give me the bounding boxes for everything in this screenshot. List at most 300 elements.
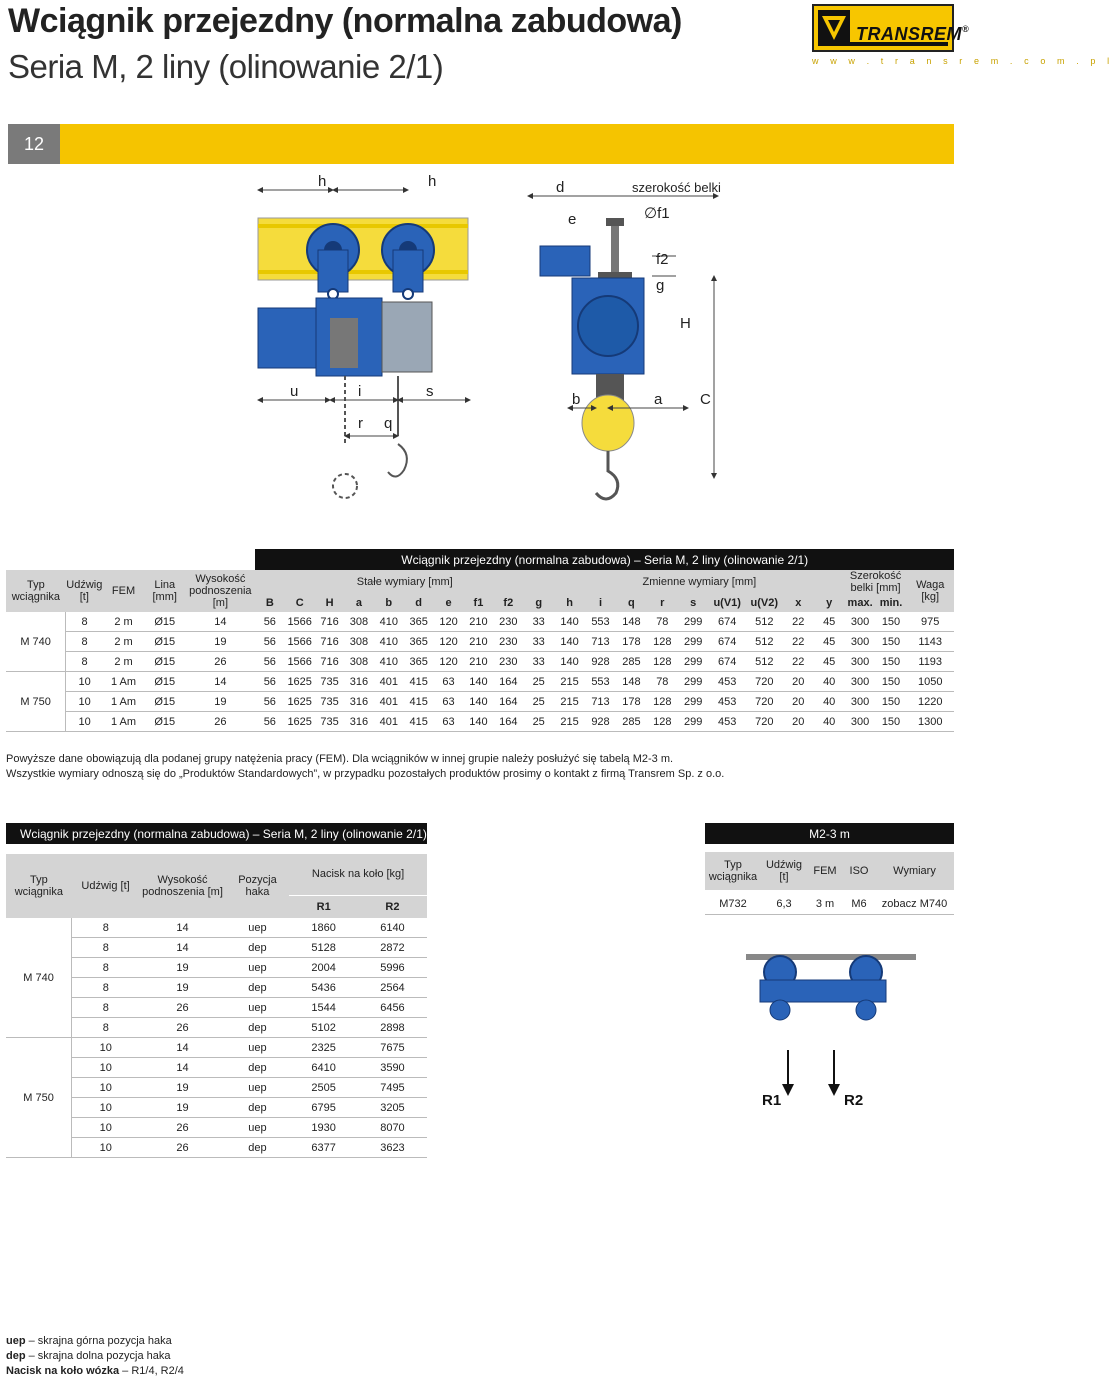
- notes: [6, 752, 724, 782]
- m23-cell: M6: [851, 897, 867, 910]
- table-cell: 8: [72, 958, 140, 978]
- col-r: r: [647, 594, 678, 612]
- table-cell: 33: [523, 612, 554, 632]
- table-cell: dep: [226, 978, 290, 998]
- dim-label-C: C: [700, 391, 711, 408]
- table-cell: 300: [845, 692, 876, 712]
- table-cell: 78: [647, 672, 678, 692]
- table-row: [6, 632, 954, 652]
- table-cell: 299: [678, 612, 709, 632]
- load-col-wheel: Nacisk na koło [kg]: [311, 868, 405, 881]
- table-cell: 300: [845, 612, 876, 632]
- table-cell: 1930: [289, 1118, 358, 1138]
- table-cell: 1860: [289, 918, 358, 938]
- page-title: Wciągnik przejezdny (normalna zabudowa): [8, 2, 682, 40]
- table-cell: 63: [434, 692, 464, 712]
- table-cell: 1193: [906, 652, 954, 672]
- table-cell: 316: [344, 672, 374, 692]
- table-cell: 6795: [289, 1098, 358, 1118]
- dimensions-table-caption: Wciągnik przejezdny (normalna zabudowa) – Seria M, 2 liny (olinowanie 2/1): [255, 549, 954, 570]
- table-cell: 5128: [289, 938, 358, 958]
- table-cell: 19: [139, 1078, 225, 1098]
- table-cell: 40: [814, 712, 845, 732]
- table-cell: 1143: [906, 632, 954, 652]
- col-C: C: [284, 594, 315, 612]
- load-col-r2: R2: [358, 895, 427, 918]
- m23-cell: 3 m: [815, 897, 835, 910]
- table-cell: 56: [255, 612, 284, 632]
- table-cell: 8: [72, 1018, 140, 1038]
- dim-label-f2: f2: [656, 251, 669, 268]
- table-cell: 120: [434, 612, 464, 632]
- table-cell: 2325: [289, 1038, 358, 1058]
- table-cell: 150: [876, 632, 907, 652]
- table-cell: 14: [139, 1038, 225, 1058]
- table-cell: 20: [783, 692, 814, 712]
- table-cell: 3590: [358, 1058, 427, 1078]
- table-cell: 26: [139, 1018, 225, 1038]
- table-cell: 3623: [358, 1138, 427, 1158]
- table-cell: 928: [585, 652, 616, 672]
- table-cell: uep: [226, 958, 290, 978]
- table-cell: dep: [226, 1098, 290, 1118]
- dim-label-g: g: [656, 277, 665, 294]
- table-cell: 140: [463, 692, 493, 712]
- table-cell: 975: [906, 612, 954, 632]
- table-cell: 140: [554, 612, 585, 632]
- col-e: e: [434, 594, 464, 612]
- table-cell: 150: [876, 692, 907, 712]
- table-cell: dep: [226, 1018, 290, 1038]
- table-cell: 8: [72, 918, 140, 938]
- table-cell: 10: [72, 1118, 140, 1138]
- table-cell: 33: [523, 652, 554, 672]
- load-col-capacity: Udźwig [t]: [81, 880, 130, 892]
- table-cell: 150: [876, 712, 907, 732]
- table-row: [6, 1038, 427, 1058]
- dim-label-e: e: [568, 211, 577, 228]
- table-cell: 1566: [284, 632, 315, 652]
- legend-desc: – skrajna dolna pozycja haka: [25, 1350, 171, 1362]
- table-cell: uep: [226, 1078, 290, 1098]
- table-cell: 308: [344, 612, 374, 632]
- table-cell: 512: [746, 652, 783, 672]
- table-cell: 5996: [358, 958, 427, 978]
- side-view: [540, 218, 644, 499]
- dim-label-b: b: [572, 391, 581, 408]
- col-rope: Lina [mm]: [144, 570, 185, 612]
- table-cell: 308: [344, 632, 374, 652]
- dim-label-a: a: [654, 391, 663, 408]
- table-cell: 5102: [289, 1018, 358, 1038]
- legend-item: [6, 1349, 184, 1364]
- model-cell: M 750: [6, 1038, 72, 1158]
- table-cell: 720: [746, 672, 783, 692]
- table-cell: 19: [185, 692, 255, 712]
- yellow-band: [60, 124, 954, 164]
- table-cell: 6410: [289, 1058, 358, 1078]
- wheel-label-r1: R1: [762, 1092, 782, 1109]
- table-cell: 1566: [284, 652, 315, 672]
- table-cell: 453: [709, 692, 746, 712]
- table-cell: 415: [404, 672, 434, 692]
- col-x: x: [783, 594, 814, 612]
- table-cell: 674: [709, 652, 746, 672]
- table-cell: 674: [709, 632, 746, 652]
- table-cell: 8: [72, 998, 140, 1018]
- dim-label-d: d: [556, 179, 565, 196]
- table-cell: 22: [783, 632, 814, 652]
- motor: [258, 308, 316, 368]
- table-cell: 735: [315, 712, 344, 732]
- table-cell: 512: [746, 612, 783, 632]
- col-uv2: u(V2): [746, 594, 783, 612]
- table-cell: 512: [746, 632, 783, 652]
- col-variable: Zmienne wymiary [mm]: [554, 570, 845, 594]
- table-cell: 8: [72, 978, 140, 998]
- table-cell: 1 Am: [103, 672, 144, 692]
- table-cell: 7495: [358, 1078, 427, 1098]
- table-cell: 10: [72, 1138, 140, 1158]
- dim-label-q: q: [384, 415, 393, 432]
- col-B: B: [255, 594, 284, 612]
- col-beam: Szerokość belki [mm]: [845, 570, 907, 594]
- table-cell: 128: [647, 652, 678, 672]
- table-cell: 553: [585, 672, 616, 692]
- table-cell: 230: [493, 612, 523, 632]
- m23-col-type: Typ wciągnika: [708, 859, 758, 883]
- table-cell: 63: [434, 712, 464, 732]
- table-cell: 14: [139, 938, 225, 958]
- table-cell: 410: [374, 612, 404, 632]
- table-cell: 10: [66, 672, 103, 692]
- table-cell: 128: [647, 712, 678, 732]
- table-cell: 2898: [358, 1018, 427, 1038]
- table-cell: 300: [845, 652, 876, 672]
- m23-cell: zobacz M740: [881, 897, 948, 910]
- table-cell: 2505: [289, 1078, 358, 1098]
- col-fem: FEM: [103, 570, 144, 612]
- table-cell: 10: [72, 1098, 140, 1118]
- col-g: g: [523, 594, 554, 612]
- m23-table: [705, 823, 954, 915]
- col-uv1: u(V1): [709, 594, 746, 612]
- table-cell: 10: [66, 692, 103, 712]
- table-cell: 299: [678, 652, 709, 672]
- col-fixed: Stałe wymiary [mm]: [255, 570, 554, 594]
- table-cell: 553: [585, 612, 616, 632]
- table-cell: 19: [139, 1098, 225, 1118]
- table-cell: 14: [139, 918, 225, 938]
- wheel-load-table: [6, 823, 427, 1158]
- table-cell: dep: [226, 1058, 290, 1078]
- table-cell: 401: [374, 692, 404, 712]
- table-cell: 1050: [906, 672, 954, 692]
- table-cell: 453: [709, 672, 746, 692]
- table-cell: 299: [678, 712, 709, 732]
- table-cell: 128: [647, 692, 678, 712]
- table-cell: 8: [66, 652, 103, 672]
- table-cell: Ø15: [144, 712, 185, 732]
- table-cell: uep: [226, 918, 290, 938]
- table-cell: 26: [139, 998, 225, 1018]
- trolley-left: [307, 224, 359, 299]
- table-cell: 56: [255, 652, 284, 672]
- table-cell: 164: [493, 692, 523, 712]
- col-i: i: [585, 594, 616, 612]
- table-cell: 25: [523, 692, 554, 712]
- table-cell: 415: [404, 692, 434, 712]
- table-cell: 14: [185, 612, 255, 632]
- m23-col-capacity: Udźwig [t]: [765, 859, 803, 883]
- table-cell: 299: [678, 692, 709, 712]
- table-cell: dep: [226, 938, 290, 958]
- table-cell: 45: [814, 632, 845, 652]
- table-cell: 164: [493, 672, 523, 692]
- legend-item: [6, 1334, 184, 1349]
- table-cell: 120: [434, 652, 464, 672]
- col-d: d: [404, 594, 434, 612]
- dim-label-h2: h: [428, 173, 437, 190]
- table-cell: 45: [814, 612, 845, 632]
- brand-registered-mark: ®: [962, 24, 970, 34]
- dim-label-beam-width: szerokość belki: [632, 180, 721, 195]
- dim-label-r: r: [358, 415, 363, 432]
- legend-item: [6, 1364, 184, 1379]
- hoist-technical-drawing: [0, 168, 960, 544]
- col-s: s: [678, 594, 709, 612]
- table-cell: 735: [315, 672, 344, 692]
- table-cell: 33: [523, 632, 554, 652]
- table-row: [6, 692, 954, 712]
- dim-label-u: u: [290, 383, 299, 400]
- table-cell: 128: [647, 632, 678, 652]
- table-cell: 10: [72, 1058, 140, 1078]
- table-cell: uep: [226, 1038, 290, 1058]
- m23-col-dims: Wymiary: [893, 865, 936, 877]
- table-cell: 1566: [284, 612, 315, 632]
- table-cell: Ø15: [144, 692, 185, 712]
- table-cell: 1220: [906, 692, 954, 712]
- table-cell: 7675: [358, 1038, 427, 1058]
- table-cell: 2 m: [103, 652, 144, 672]
- col-h: h: [554, 594, 585, 612]
- table-cell: 25: [523, 672, 554, 692]
- model-cell: M 740: [6, 612, 66, 672]
- table-cell: 10: [72, 1038, 140, 1058]
- table-cell: 20: [783, 672, 814, 692]
- model-cell: M 750: [6, 672, 66, 732]
- table-cell: 210: [463, 632, 493, 652]
- table-cell: 720: [746, 692, 783, 712]
- brand-name: TRANSREM: [856, 24, 962, 44]
- dim-label-f1: ∅f1: [644, 205, 670, 222]
- table-cell: 2564: [358, 978, 427, 998]
- trolley-right: [382, 224, 434, 299]
- load-col-type: Typ wciągnika: [14, 874, 63, 898]
- table-cell: 40: [814, 692, 845, 712]
- table-cell: 8: [66, 612, 103, 632]
- table-cell: 210: [463, 612, 493, 632]
- table-cell: Ø15: [144, 672, 185, 692]
- wheel-load-diagram: [700, 950, 950, 1120]
- website-url[interactable]: w w w . t r a n s r e m . c o m . p l: [812, 56, 1114, 66]
- table-cell: Ø15: [144, 632, 185, 652]
- m23-cell: 6,3: [776, 897, 792, 910]
- table-cell: 401: [374, 672, 404, 692]
- wheel-label-r2: R2: [844, 1092, 864, 1109]
- legend: [6, 1334, 184, 1379]
- table-cell: 8: [66, 632, 103, 652]
- table-cell: 713: [585, 692, 616, 712]
- model-cell: M 740: [6, 918, 72, 1038]
- col-max: max.: [845, 594, 876, 612]
- table-cell: 2 m: [103, 632, 144, 652]
- table-cell: 150: [876, 672, 907, 692]
- table-cell: 6140: [358, 918, 427, 938]
- col-f2: f2: [493, 594, 523, 612]
- table-cell: 716: [315, 612, 344, 632]
- col-type: Typ wciągnika: [6, 570, 66, 612]
- table-cell: 14: [185, 672, 255, 692]
- table-cell: 453: [709, 712, 746, 732]
- table-cell: 735: [315, 692, 344, 712]
- table-cell: 2 m: [103, 612, 144, 632]
- table-cell: 1 Am: [103, 692, 144, 712]
- table-cell: 713: [585, 632, 616, 652]
- dim-label-i: i: [358, 383, 362, 400]
- legend-desc: – skrajna górna pozycja haka: [25, 1335, 172, 1347]
- table-cell: 1625: [284, 712, 315, 732]
- table-cell: 140: [554, 632, 585, 652]
- table-cell: 1625: [284, 692, 315, 712]
- note-line: Wszystkie wymiary odnoszą się do „Produktów Standardowych”, w przypadku pozostałych produktów prosimy o kontakt z firmą Transrem Sp. z o.o.: [6, 768, 725, 780]
- dim-label-H: H: [680, 315, 691, 332]
- m23-col-iso: ISO: [849, 865, 869, 877]
- table-cell: 140: [554, 652, 585, 672]
- table-cell: 25: [523, 712, 554, 732]
- table-cell: 6456: [358, 998, 427, 1018]
- legend-desc: – R1/4, R2/4: [119, 1365, 184, 1377]
- table-cell: 178: [616, 692, 647, 712]
- table-cell: 150: [876, 652, 907, 672]
- table-cell: 1625: [284, 672, 315, 692]
- dim-label-s: s: [426, 383, 434, 400]
- table-cell: Ø15: [144, 652, 185, 672]
- table-cell: 22: [783, 612, 814, 632]
- table-cell: 2004: [289, 958, 358, 978]
- table-cell: 300: [845, 712, 876, 732]
- col-f1: f1: [463, 594, 493, 612]
- page-number: 12: [8, 124, 60, 164]
- note-line: Powyższe dane obowiązują dla podanej grupy natężenia pracy (FEM). Dla wciągników w innej grupie należy posłużyć się tabelą M2-3 m.: [6, 753, 674, 765]
- dimensions-table: [6, 549, 954, 732]
- col-y: y: [814, 594, 845, 612]
- table-cell: 19: [139, 958, 225, 978]
- table-cell: 56: [255, 672, 284, 692]
- table-cell: 164: [493, 712, 523, 732]
- table-cell: 365: [404, 612, 434, 632]
- table-row: [6, 712, 954, 732]
- table-cell: 56: [255, 632, 284, 652]
- load-col-lift: Wysokość podnoszenia [m]: [142, 874, 223, 898]
- table-cell: 300: [845, 632, 876, 652]
- m23-cell: M732: [719, 897, 747, 910]
- table-cell: 178: [616, 632, 647, 652]
- table-cell: 215: [554, 692, 585, 712]
- table-cell: 10: [72, 1078, 140, 1098]
- table-cell: dep: [226, 1138, 290, 1158]
- table-row: [6, 672, 954, 692]
- table-cell: 2872: [358, 938, 427, 958]
- col-q: q: [616, 594, 647, 612]
- m23-caption: M2-3 m: [705, 823, 954, 844]
- table-cell: 140: [463, 712, 493, 732]
- table-cell: 120: [434, 632, 464, 652]
- table-cell: 1300: [906, 712, 954, 732]
- table-cell: 45: [814, 652, 845, 672]
- wheel-load-caption: Wciągnik przejezdny (normalna zabudowa) – Seria M, 2 liny (olinowanie 2/1): [6, 823, 427, 844]
- table-cell: 19: [139, 978, 225, 998]
- table-cell: 1544: [289, 998, 358, 1018]
- table-cell: 148: [616, 612, 647, 632]
- table-cell: 285: [616, 712, 647, 732]
- table-cell: 365: [404, 632, 434, 652]
- legend-term: dep: [6, 1350, 26, 1362]
- col-a: a: [344, 594, 374, 612]
- table-cell: 6377: [289, 1138, 358, 1158]
- table-cell: 40: [814, 672, 845, 692]
- table-cell: 10: [66, 712, 103, 732]
- table-cell: 148: [616, 672, 647, 692]
- table-cell: 20: [783, 712, 814, 732]
- m23-col-fem: FEM: [813, 865, 837, 877]
- load-col-hook: Pozycja haka: [238, 874, 277, 898]
- table-cell: 230: [493, 632, 523, 652]
- table-row: [6, 652, 954, 672]
- table-cell: 19: [185, 632, 255, 652]
- brand-logo: [812, 4, 970, 52]
- table-cell: 8070: [358, 1118, 427, 1138]
- table-cell: 26: [139, 1138, 225, 1158]
- table-cell: 308: [344, 652, 374, 672]
- hook-left: [333, 376, 407, 498]
- table-cell: Ø15: [144, 612, 185, 632]
- table-cell: 210: [463, 652, 493, 672]
- table-cell: 410: [374, 632, 404, 652]
- col-capacity: Udźwig [t]: [66, 570, 103, 612]
- table-cell: 230: [493, 652, 523, 672]
- col-lift: Wysokość podnoszenia [m]: [185, 570, 255, 612]
- table-cell: 56: [255, 692, 284, 712]
- table-cell: 716: [315, 652, 344, 672]
- table-cell: 316: [344, 692, 374, 712]
- table-cell: 716: [315, 632, 344, 652]
- col-min: min.: [876, 594, 907, 612]
- table-cell: 78: [647, 612, 678, 632]
- table-cell: 63: [434, 672, 464, 692]
- table-row: [6, 918, 427, 938]
- legend-term: Nacisk na koło wózka: [6, 1365, 120, 1377]
- table-cell: 215: [554, 672, 585, 692]
- table-cell: 410: [374, 652, 404, 672]
- table-cell: uep: [226, 998, 290, 1018]
- table-cell: 415: [404, 712, 434, 732]
- table-cell: 299: [678, 632, 709, 652]
- load-col-r1: R1: [289, 895, 358, 918]
- table-cell: 140: [463, 672, 493, 692]
- table-cell: 22: [783, 652, 814, 672]
